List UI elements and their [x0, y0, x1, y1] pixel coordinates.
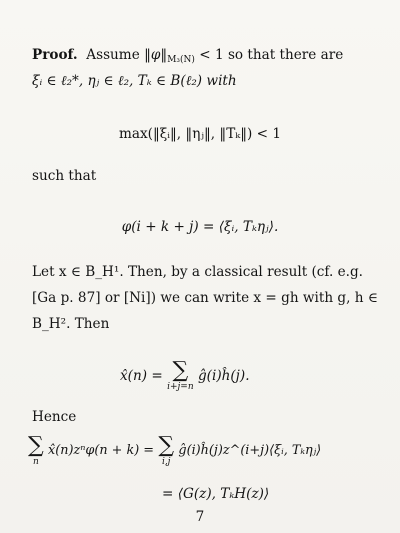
phi-norm-subscript: M₃(N): [167, 55, 195, 65]
proof-label: Proof.: [32, 47, 78, 63]
sum-symbol: ∑: [28, 433, 44, 458]
para2-line-3: B_H². Then: [32, 316, 110, 332]
equation-phi: φ(i + k + j) = ⟨ξᵢ, Tₖηⱼ⟩.: [121, 219, 279, 235]
hence-right-sum-limit: i,j: [161, 457, 171, 467]
hence-right-sum: [158, 435, 174, 467]
such-that-text: such that: [32, 168, 97, 184]
equation-xhat: [120, 360, 250, 400]
proof-line-1: [32, 46, 343, 69]
phi-norm: ‖φ‖: [144, 47, 168, 63]
proof-line-2: ξᵢ ∈ ℓ₂*, ηⱼ ∈ ℓ₂, Tₖ ∈ B(ℓ₂) with: [32, 73, 237, 89]
equation-max: max(‖ξᵢ‖, ‖ηⱼ‖, ‖Tₖ‖) < 1: [119, 126, 281, 142]
para2-line-1: Let x ∈ B_H¹. Then, by a classical result (cf. e.g.: [32, 264, 364, 280]
sum-symbol: ∑: [158, 433, 175, 458]
hence-left-sum-limit: n: [32, 457, 39, 467]
xhat-sum: [167, 360, 194, 392]
hence-left-sum: [28, 435, 44, 467]
para2-line-2: [Ga p. 87] or [Ni]) we can write x = gh with g, h ∈: [32, 290, 378, 306]
sum-symbol: ∑: [172, 358, 189, 383]
hence-right-expr: ĝ(i)ĥ(j)z^(i+j)⟨ξᵢ, Tₖηⱼ⟩: [178, 443, 322, 458]
xhat-sum-limit: i+j=n: [167, 382, 194, 392]
assume-text: Assume: [86, 47, 140, 63]
hence-left-expr: x̂(n)zⁿφ(n + k) =: [48, 443, 155, 458]
xhat-right: ĝ(i)ĥ(j).: [197, 368, 250, 384]
equation-hence-line-1: [28, 435, 321, 475]
page-number: 7: [195, 509, 205, 525]
xhat-left: x̂(n) =: [120, 368, 163, 384]
line1-rest: < 1 so that there are: [199, 47, 344, 63]
hence-text: Hence: [32, 409, 77, 425]
equation-hence-line-2: = ⟨G(z), TₖH(z)⟩: [162, 486, 270, 502]
